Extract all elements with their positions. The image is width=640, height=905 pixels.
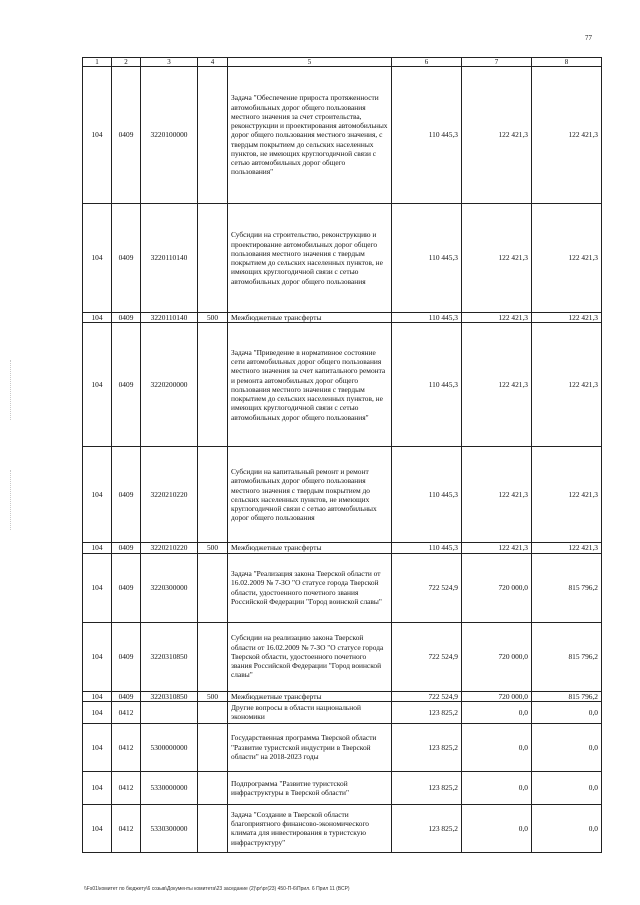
table-cell-c5: Задача "Создание в Тверской области благоприятного финансово-экономического климата для инвестирования в туристскую инфраструктуру": [228, 804, 392, 852]
column-header: 4: [198, 58, 228, 67]
table-cell-c8: 0,0: [532, 701, 602, 723]
table-cell-c4: [198, 323, 228, 447]
table-cell-c5: Задача "Приведение в нормативное состояние сети автомобильных дорог общего пользования местного значения за счет капитального ремонта и ремонта автомобильных дорог общего пользования местного значения с твердым покрытием до сельских населенных пунктов, не имеющих круглогодичной связи с сетью автомобильных дорог общего пользования": [228, 323, 392, 447]
table-cell-c1: 104: [83, 313, 112, 323]
column-header: 3: [141, 58, 198, 67]
table-cell-c4: [198, 447, 228, 543]
budget-table: [82, 57, 602, 853]
table-cell-c4: [198, 771, 228, 804]
table-cell-c4: 500: [198, 543, 228, 553]
table-cell-c5: Подпрограмма "Развитие туристской инфраструктуры в Тверской области": [228, 771, 392, 804]
table-cell-c7: 0,0: [462, 771, 532, 804]
table-row: [83, 701, 602, 723]
table-cell-c4: [198, 204, 228, 313]
page-number: 77: [585, 34, 592, 42]
table-cell-c1: 104: [83, 771, 112, 804]
table-cell-c3: 3220310850: [141, 691, 198, 701]
table-cell-c1: 104: [83, 804, 112, 852]
column-header: 1: [83, 58, 112, 67]
table-cell-c8: 122 421,3: [532, 204, 602, 313]
table-cell-c7: 0,0: [462, 723, 532, 771]
table-cell-c1: 104: [83, 553, 112, 622]
table-cell-c2: 0409: [112, 543, 141, 553]
column-header: 8: [532, 58, 602, 67]
table-cell-c6: 110 445,3: [392, 447, 462, 543]
column-header: 6: [392, 58, 462, 67]
table-cell-c4: [198, 804, 228, 852]
table-cell-c8: 815 796,2: [532, 622, 602, 691]
table-row: [83, 67, 602, 204]
table-cell-c7: 122 421,3: [462, 313, 532, 323]
table-row: [83, 622, 602, 691]
table-row: [83, 447, 602, 543]
table-cell-c6: 123 825,2: [392, 771, 462, 804]
table-cell-c4: [198, 701, 228, 723]
table-cell-c3: 3220210220: [141, 543, 198, 553]
table-cell-c2: 0409: [112, 204, 141, 313]
table-cell-c2: 0412: [112, 804, 141, 852]
table-cell-c3: 3220100000: [141, 67, 198, 204]
table-cell-c1: 104: [83, 67, 112, 204]
table-cell-c2: 0412: [112, 723, 141, 771]
table-cell-c7: 122 421,3: [462, 447, 532, 543]
scan-margin-dots: [10, 470, 12, 530]
table-cell-c8: 0,0: [532, 723, 602, 771]
table-cell-c5: Субсидии на реализацию закона Тверской области от 16.02.2009 № 7-ЗО "О статусе города Тверской области, удостоенного почетного звания Российской Федерации "Город воинской славы": [228, 622, 392, 691]
table-cell-c5: Другие вопросы в области национальной экономики: [228, 701, 392, 723]
table-cell-c5: Государственная программа Тверской области "Развитие туристской индустрии в Тверской области" на 2018-2023 годы: [228, 723, 392, 771]
table-cell-c3: 3220200000: [141, 323, 198, 447]
table-cell-c1: 104: [83, 622, 112, 691]
scan-margin-dots: [10, 360, 12, 420]
table-cell-c5: Субсидии на капитальный ремонт и ремонт автомобильных дорог общего пользования местного значения с твердым покрытием до сельских населенных пунктов, не имеющих круглогодичной связи с сетью автомобильных дорог общего пользования: [228, 447, 392, 543]
table-cell-c7: 122 421,3: [462, 323, 532, 447]
table-cell-c3: 3220300000: [141, 553, 198, 622]
column-header: 2: [112, 58, 141, 67]
table-cell-c2: 0409: [112, 691, 141, 701]
table-cell-c6: 110 445,3: [392, 323, 462, 447]
table-cell-c2: 0409: [112, 67, 141, 204]
table-cell-c6: 110 445,3: [392, 543, 462, 553]
table-cell-c7: 0,0: [462, 804, 532, 852]
table-cell-c3: 5300000000: [141, 723, 198, 771]
table-cell-c3: 5330000000: [141, 771, 198, 804]
table-cell-c8: 122 421,3: [532, 543, 602, 553]
table-cell-c7: 122 421,3: [462, 543, 532, 553]
table-cell-c3: 3220210220: [141, 447, 198, 543]
table-cell-c6: 110 445,3: [392, 67, 462, 204]
table-cell-c7: 720 000,0: [462, 553, 532, 622]
table-cell-c4: [198, 622, 228, 691]
table-cell-c8: 122 421,3: [532, 313, 602, 323]
table-cell-c7: 122 421,3: [462, 204, 532, 313]
table-cell-c6: 722 524,9: [392, 553, 462, 622]
table-cell-c8: 0,0: [532, 771, 602, 804]
table-cell-c1: 104: [83, 204, 112, 313]
table-cell-c8: 122 421,3: [532, 67, 602, 204]
table-cell-c8: 815 796,2: [532, 553, 602, 622]
table-cell-c5: Субсидии на строительство, реконструкцию и проектирование автомобильных дорог общего пользования местного значения с твердым покрытием до сельских населенных пунктов, не имеющих круглогодичной связи с сетью автомобильных дорог общего пользования: [228, 204, 392, 313]
column-header: 7: [462, 58, 532, 67]
table-cell-c2: 0409: [112, 447, 141, 543]
table-cell-c5: Межбюджетные трансферты: [228, 543, 392, 553]
table-cell-c7: 122 421,3: [462, 67, 532, 204]
table-cell-c2: 0409: [112, 622, 141, 691]
table-row: [83, 804, 602, 852]
table-row: [83, 691, 602, 701]
table-cell-c6: 123 825,2: [392, 701, 462, 723]
table-cell-c7: 0,0: [462, 701, 532, 723]
table-row: [83, 553, 602, 622]
table-cell-c3: 3220110140: [141, 204, 198, 313]
table-cell-c1: 104: [83, 323, 112, 447]
footer-file-path: \\Fs01\комитет по бюджету\6 созыв\Документы комитета\23 заседание (2)\рг\рг(23) 450-П-6\Прил. 6 Прил 11 (ВСР): [84, 886, 350, 892]
table-cell-c1: 104: [83, 543, 112, 553]
table-cell-c6: 110 445,3: [392, 204, 462, 313]
table-row: [83, 723, 602, 771]
table-cell-c3: 3220110140: [141, 313, 198, 323]
table-row: [83, 204, 602, 313]
table-cell-c7: 720 000,0: [462, 691, 532, 701]
table-cell-c2: 0409: [112, 313, 141, 323]
table-cell-c4: [198, 723, 228, 771]
table-row: [83, 313, 602, 323]
table-cell-c3: 5330300000: [141, 804, 198, 852]
table-row: [83, 543, 602, 553]
table-header-row: [83, 58, 602, 67]
table-cell-c7: 720 000,0: [462, 622, 532, 691]
table-cell-c4: [198, 553, 228, 622]
table-cell-c4: 500: [198, 691, 228, 701]
table-cell-c2: 0412: [112, 701, 141, 723]
table-cell-c8: 0,0: [532, 804, 602, 852]
table-cell-c8: 815 796,2: [532, 691, 602, 701]
column-header: 5: [228, 58, 392, 67]
table-cell-c5: Задача "Реализация закона Тверской области от 16.02.2009 № 7-ЗО "О статусе города Тверской области, удостоенного почетного звания Российской Федерации "Город воинской славы": [228, 553, 392, 622]
table-cell-c6: 722 524,9: [392, 622, 462, 691]
table-cell-c2: 0412: [112, 771, 141, 804]
table-cell-c1: 104: [83, 447, 112, 543]
table-row: [83, 323, 602, 447]
table-cell-c4: 500: [198, 313, 228, 323]
table-cell-c2: 0409: [112, 323, 141, 447]
table-cell-c6: 123 825,2: [392, 723, 462, 771]
table-cell-c6: 110 445,3: [392, 313, 462, 323]
table-cell-c1: 104: [83, 723, 112, 771]
table-cell-c4: [198, 67, 228, 204]
table-cell-c2: 0409: [112, 553, 141, 622]
table-cell-c1: 104: [83, 701, 112, 723]
table-cell-c1: 104: [83, 691, 112, 701]
table-cell-c3: 3220310850: [141, 622, 198, 691]
table-row: [83, 771, 602, 804]
table-cell-c3: [141, 701, 198, 723]
table-cell-c8: 122 421,3: [532, 447, 602, 543]
table-cell-c5: Межбюджетные трансферты: [228, 691, 392, 701]
table-cell-c6: 722 524,9: [392, 691, 462, 701]
table-cell-c8: 122 421,3: [532, 323, 602, 447]
table-cell-c5: Межбюджетные трансферты: [228, 313, 392, 323]
table-cell-c5: Задача "Обеспечение прироста протяженности автомобильных дорог общего пользования местного значения за счет строительства, реконструкции и проектирования автомобильных дорог общего пользования местного значения, с твердым покрытием до сельских населенных пунктов, не имеющих круглогодичной связи с сетью автомобильных дорог общего пользования": [228, 67, 392, 204]
table-cell-c6: 123 825,2: [392, 804, 462, 852]
